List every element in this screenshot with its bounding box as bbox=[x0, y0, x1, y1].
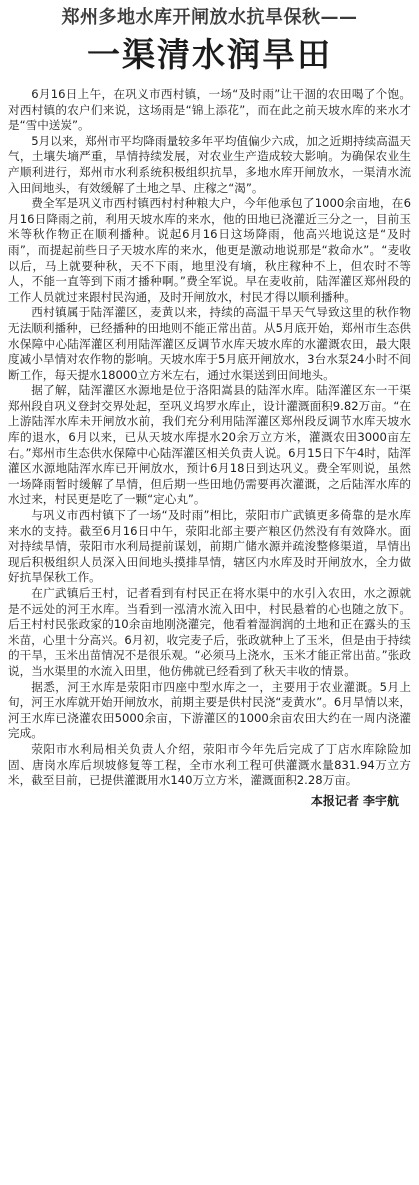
article-kicker: 郑州多地水库开闸放水抗旱保秋—— bbox=[61, 7, 358, 28]
article-byline: 本报记者 李宇航 bbox=[310, 793, 399, 808]
article-paragraph: 在广武镇后王村，记者看到有村民正在将水渠中的水引入农田，水之源就是不远处的河王水库。当看到一泓清水流入田中，村民悬着的心也随之放下。后王村村民张政家的10余亩地刚浇灌完，他看着湿润润的土地和正在露头的玉米苗，心里十分高兴。6月初，收完麦子后，张政就种上了玉米，但是由于持续的干旱，玉米出苗情况不是很乐观。“必须马上浇水，玉米才能正常出苗。”张政说，当水渠里的水流入田里，他仿佛就已经看到了秋天丰收的情景。 bbox=[8, 586, 411, 678]
article-paragraph: 费全军是巩义市西村镇西村村种粮大户，今年他承包了1000余亩地，在6月16日降雨之前，利用天坡水库的来水，他的田地已浇灌近三分之一，目前玉米等秋作物正在顺利播种。说起6月16日这场降雨，他高兴地说这是“及时雨”，而提起前些日子天坡水库的来水，他更是激动地说那是“救命水”。“麦收以后，马上就要种秋，天不下雨，地里没有墒，秋庄稼种不上，但农时不等人，不能一直等到下雨才播种啊。”费全军说。早在麦收前，陆浑灌区郑州段的工作人员就过来跟村民沟通，及时开闸放水，村民才得以顺利播种。 bbox=[8, 196, 411, 304]
article-paragraph: 据悉，河王水库是荥阳市四座中型水库之一，主要用于农业灌溉。5月上旬，河王水库就开始开闸放水，前期主要是供村民浇“麦黄水”。6月旱情以来，河王水库已浇灌农田5000余亩，下游灌区的1000余亩农田大约在一周内浇灌完成。 bbox=[8, 679, 411, 741]
article-paragraph: 据了解，陆浑灌区水源地是位于洛阳嵩县的陆浑水库。陆浑灌区东一干渠郑州段自巩义登封交界处起，至巩义坞罗水库止，设计灌溉面积9.82万亩。“在上游陆浑水库未开闸放水前，我们充分利用陆浑灌区郑州段反调节水库天坡水库的退水，6月以来，已从天坡水库提水20余万立方米，灌溉农田3000亩左右。”郑州市生态供水保障中心陆浑灌区相关负责人说。6月15日下午4时，陆浑灌区水源地陆浑水库已开闸放水，预计6月18日到达巩义。费全军则说，虽然一场降雨暂时缓解了旱情，但后期一些田地仍需要再次灌溉，之后陆浑水库的水过来，村民更是吃了一颗“定心丸”。 bbox=[8, 383, 411, 507]
article-paragraph: 荥阳市水利局相关负责人介绍，荥阳市今年先后完成了丁店水库除险加固、唐岗水库后坝坡修复等工程，全市水利工程可供灌溉水量831.94万立方米，截至目前，已提供灌溉用水140万立方米，灌溉面积2.28万亩。 bbox=[8, 741, 411, 788]
article-paragraph: 与巩义市西村镇下了一场“及时雨”相比，荥阳市广武镇更多倚靠的是水库来水的支持。截至6月16日中午，荥阳北部主要产粮区仍然没有有效降水。面对持续旱情，荥阳市水利局提前谋划，前期广储水源并疏浚整修渠道，旱情出现后积极组织人员深入田间地头摸排旱情，辖区内水库及时开闸放水，全力做好抗旱保秋工作。 bbox=[8, 508, 411, 585]
article-paragraph: 5月以来，郑州市平均降雨量较多年平均值偏少六成，加之近期持续高温天气，土壤失墒严重，旱情持续发展，对农业生产造成较大影响。为确保农业生产顺利进行，郑州市水利系统积极组织抗旱，多地水库开闸放水，一渠清水流入田间地头，有效缓解了土地之旱、庄稼之“渴”。 bbox=[8, 133, 411, 195]
article-paragraph: 西村镇属于陆浑灌区，麦黄以来，持续的高温干旱天气导致这里的秋作物无法顺利播种，已经播种的田地则不能正常出苗。从5月底开始，郑州市生态供水保障中心陆浑灌区利用陆浑灌区反调节水库天坡水库的水灌溉农田，最大限度减小旱情对农作物的影响。天坡水库于5月底开闸放水，3台水泵24小时不间断工作，每天提水18000立方米左右，通过水渠送到田间地头。 bbox=[8, 305, 411, 382]
article-paragraph: 6月16日上午，在巩义市西村镇，一场“及时雨”让干涸的农田喝了个饱。对西村镇的农户们来说，这场雨是“锦上添花”，而在此之前天坡水库的来水才是“雪中送炭”。 bbox=[8, 87, 411, 133]
article-body bbox=[8, 87, 411, 789]
article-headline: 一渠清水润旱田 bbox=[87, 35, 332, 74]
